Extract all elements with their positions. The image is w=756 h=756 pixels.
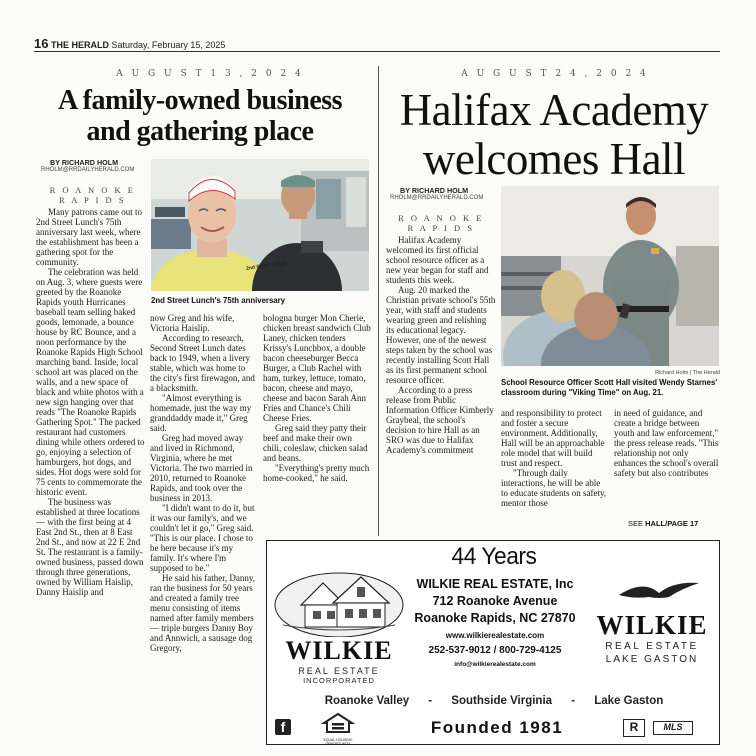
- right-headline: Halifax Academy welcomes Hall: [399, 85, 709, 184]
- wilkie-logo-right: [589, 577, 715, 687]
- ad-address1: 712 Roanoke Avenue: [432, 594, 558, 608]
- paragraph: in need of guidance, and create a bridge between youth and law enforcement," the press release reads. "This relationship not only enhances the school's overall safety but also contributes: [614, 408, 719, 478]
- school-resource-officer-photo: [501, 186, 719, 366]
- facebook-icon[interactable]: f: [275, 719, 291, 735]
- jump-see: SEE: [628, 519, 644, 528]
- right-photo-caption: School Resource Officer Scott Hall visited Wendy Starnes' classroom during "Viking Time" on Aug. 21.: [501, 378, 718, 397]
- house-icon: [273, 565, 405, 637]
- equal-housing-label: EQUAL HOUSING OPPORTUNITY: [323, 738, 353, 746]
- realtor-icon: R: [623, 719, 645, 737]
- ad-logo-right-word: WILKIE: [596, 610, 708, 640]
- ad-email[interactable]: info@wilkierealestate.com: [454, 661, 536, 668]
- ad-phones[interactable]: 252-537-9012 / 800-729-4125: [428, 645, 562, 656]
- photo-sign-text: 2nd Street Lunch: [245, 260, 288, 272]
- ad-address2: Roanoke Rapids, NC 27870: [414, 611, 576, 625]
- ad-logo-left-sub1: REAL ESTATE: [298, 666, 380, 676]
- ad-founded: Founded 1981: [430, 718, 564, 737]
- right-column-1: [386, 235, 496, 533]
- left-byline-email: RHOLM@RRDAILYHERALD.COM: [41, 167, 135, 173]
- ad-website[interactable]: www.wilkierealestate.com: [445, 631, 545, 640]
- eagle-icon: [589, 577, 715, 607]
- right-dateline: A U G U S T 2 4 , 2 0 2 4: [461, 69, 649, 79]
- ad-years: 44 Years: [451, 543, 537, 570]
- paragraph: He said his father, Danny, ran the business for 50 years and created a family tree menu consisting of items named after family members — triple burgers Danny Boy and Annwich, a sausage dog Gregory,: [150, 573, 256, 653]
- paragraph: bologna burger Mon Cherie, chicken breast sandwich Club Laney, chicken tenders Krissy's Lunchbox, a double bacon cheeseburger Becca Burger, a Club Rachel with ham, turkey, lettuce, tomato, bacon, cheese and mayo, cheese and bacon Sarah Ann Fries and Chance's Chili Cheese Fries.: [263, 313, 371, 423]
- right-column-2: [501, 408, 609, 532]
- paragraph: Aug. 20 marked the Christian private school's 55th year, with staff and students wearing green and relishing its educational legacy. However, one of the newest steps taken by the school was recently installing Scott Hall as its first permanent school resource officer.: [386, 285, 496, 385]
- lunch-anniversary-photo: [151, 159, 369, 291]
- paragraph: "Almost everything is homemade, just the way my granddaddy made it," Greg said.: [150, 393, 252, 433]
- right-byline-email: RHOLM@RRDAILYHERALD.COM: [390, 195, 484, 201]
- jump-line[interactable]: [628, 519, 698, 528]
- ad-logo-left-sub2: INCORPORATED: [303, 676, 375, 685]
- paragraph: The business was established at three locations — with the first being at 4 East 2nd St., then at 8 East 2nd St., and now at 22 E 2nd St. The restaurant is a family-owned business, passed down through three generations, owned by William Haislip, Danny Haislip and: [36, 497, 144, 597]
- header-rule: [34, 51, 720, 52]
- photo-illustration: [501, 186, 719, 366]
- left-headline: A family-owned business and gathering place: [57, 85, 343, 147]
- left-column-2: [150, 313, 258, 743]
- mls-icon: MLS: [653, 721, 693, 735]
- left-byline: BY RICHARD HOLM: [50, 158, 119, 167]
- paragraph: "Everything's pretty much home-cooked," he said.: [263, 463, 370, 483]
- ad-regions: Roanoke Valley - Southside Virginia - Lake Gaston: [324, 695, 664, 707]
- photo-illustration: [151, 159, 369, 291]
- paper-name: THE HERALD: [50, 40, 109, 50]
- left-place: R O A N O K E R A P I D S: [49, 185, 136, 205]
- paragraph: "I didn't want to do it, but it was our family's, and we couldn't let it go," Greg said. "This is our place. I chose to be here because it's my family. It's where I'm supposed to be.": [150, 503, 255, 573]
- paragraph: According to research, Second Street Lunch dates back to 1949, when a livery stable, which was home to the city's first firewagon, and a blacksmith.: [150, 333, 255, 393]
- right-place: R O A N O K E R A P I D S: [398, 213, 484, 233]
- ad-logo-right-sub1: REAL ESTATE: [605, 641, 699, 652]
- ad-company: WILKIE REAL ESTATE, Inc: [416, 577, 574, 591]
- wilkie-real-estate-ad: [266, 540, 720, 745]
- left-dateline: A U G U S T 1 3 , 2 0 2 4: [116, 69, 304, 79]
- paragraph: and responsibility to protect and foster a secure environment. Additionally, Hall will be an approachable role model that will build trust and respect.: [501, 408, 605, 468]
- right-photo-credit: Richard Holm | The Herald: [655, 370, 720, 376]
- ad-logo-right-sub2: LAKE GASTON: [605, 654, 699, 665]
- left-photo-caption: 2nd Street Lunch's 75th anniversary: [151, 296, 286, 305]
- equal-housing-icon: [321, 713, 355, 746]
- jump-target[interactable]: HALL/PAGE 17: [645, 519, 699, 528]
- paragraph: Greg said they patty their beef and make their own chili, coleslaw, chicken salad and beans.: [263, 423, 368, 463]
- left-column-1: [36, 207, 146, 737]
- paragraph: now Greg and his wife, Victoria Haislip.: [150, 313, 235, 333]
- ad-contact-block: [407, 577, 583, 668]
- right-byline: BY RICHARD HOLM: [400, 186, 469, 195]
- paragraph: Greg had moved away and lived in Richmond, Virginia, where he met Victoria. The two married in 2010, returned to Roanoke Rapids, and took over the business in 2013.: [150, 433, 253, 503]
- issue-date: Saturday, February 15, 2025: [111, 40, 226, 50]
- column-divider: [378, 66, 379, 536]
- left-column-3: [263, 313, 371, 535]
- ad-logo-left-word: WILKIE: [285, 636, 393, 665]
- right-column-3: [614, 408, 721, 512]
- page-folio: [34, 36, 225, 51]
- paragraph: According to a press release from Public Information Officer Kimberly Graybeal, the school's decision to hire Hall as an SRO was due to Halifax Academy's commitment: [386, 385, 494, 455]
- paragraph: The celebration was held on Aug. 3, where guests were greeted by the Roanoke Rapids youth Hurricanes baseball team selling baked goods, lemonade, a bounce house by RC Bounce, and a noon performance by the Roanoke Rapids High School marching band. Inside, local school art was placed on the walls, and a new space of black and white photos with a new sign hanging over that reads "The Roanoke Rapids Gathering Spot." The packed restaurant had customers dining while others ordered to go, enjoying a selection of hamburgers, hot dogs, and sides. Hot dogs were sold for 75 cents to commemorate the historic event.: [36, 267, 145, 497]
- paragraph: Many patrons came out to 2nd Street Lunch's 75th anniversary last week, where the establishment has been a gathering spot for the community.: [36, 207, 142, 267]
- paragraph: Halifax Academy welcomed its first official school resource officer as a new year began for staff and students this week.: [386, 235, 489, 285]
- wilkie-logo-left: [273, 565, 405, 690]
- paragraph: "Through daily interactions, he will be able to educate students on safety, mentor those: [501, 468, 607, 508]
- page-number: 16: [34, 36, 49, 51]
